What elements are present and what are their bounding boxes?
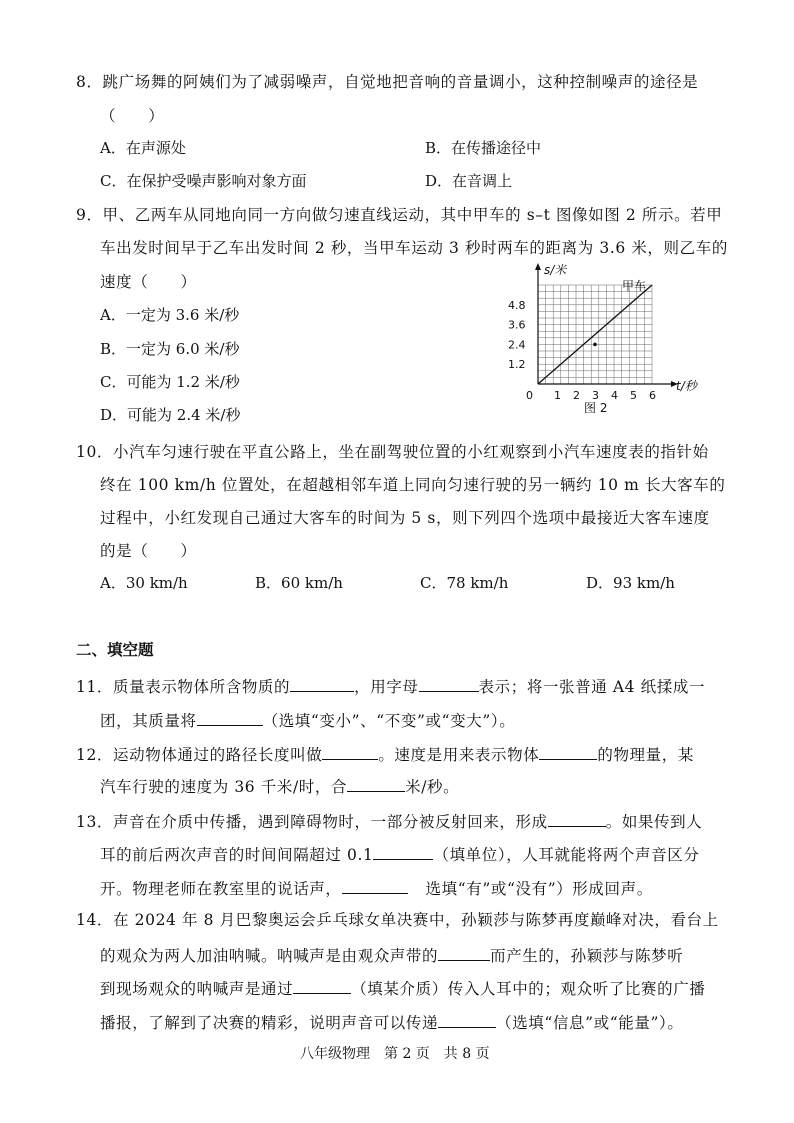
q14-text-e: 播报，了解到了决赛的精彩，说明声音可以传递 bbox=[100, 1014, 439, 1032]
q9-option-d: D．可能为 2.4 米/秒 bbox=[100, 406, 241, 424]
q10-stem-line2: 终在 100 km/h 位置处，在超越相邻车道上同向匀速行驶的另一辆约 10 m 长大客车的 bbox=[100, 476, 726, 494]
q11-text-c: 表示；将一张普通 A4 纸揉成一 bbox=[478, 678, 706, 696]
x-axis-label: t/秒 bbox=[676, 379, 697, 393]
q8-option-d: D．在音调上 bbox=[425, 172, 513, 190]
x-tick-label: 3 bbox=[592, 389, 599, 402]
q14-text-b: 而产生的，孙颖莎与陈梦听 bbox=[490, 947, 684, 965]
y-axis-label: s/米 bbox=[544, 263, 567, 277]
q9-stem-line1: 9．甲、乙两车从同地向同一方向做匀速直线运动，其中甲车的 s–t 图像如图 2 所示。若甲 bbox=[76, 206, 723, 224]
data-point-marker bbox=[593, 343, 597, 347]
q8-answer-bracket: （ ） bbox=[100, 107, 165, 125]
x-tick-label: 2 bbox=[573, 389, 580, 402]
q14-blank-1[interactable] bbox=[438, 946, 490, 961]
q12-text-c: 的物理量，某 bbox=[597, 746, 694, 764]
q14-text-a: 的观众为两人加油呐喊。呐喊声是由观众声带的 bbox=[100, 947, 439, 965]
q8-option-c: C．在保护受噪声影响对象方面 bbox=[100, 172, 307, 190]
q9-option-b: B．一定为 6.0 米/秒 bbox=[100, 340, 240, 358]
q9-option-c: C．可能为 1.2 米/秒 bbox=[100, 373, 240, 391]
q11-text-b: ，用字母 bbox=[354, 678, 419, 696]
q8-stem-line1: 8．跳广场舞的阿姨们为了减弱噪声，自觉地把音响的音量调小，这种控制噪声的途径是 bbox=[76, 73, 699, 91]
x-tick-label: 4 bbox=[611, 389, 618, 402]
q12-text-a: 12．运动物体通过的路径长度叫做 bbox=[76, 746, 323, 764]
q12-blank-2[interactable] bbox=[539, 745, 597, 760]
q13-line3 bbox=[100, 879, 653, 898]
q9-stem-line3: 速度（ ） bbox=[100, 273, 197, 291]
q13-blank-2[interactable] bbox=[373, 845, 433, 860]
y-tick-label: 1.2 bbox=[508, 358, 526, 372]
q13-text-e: 开。物理老师在教室里的说话声， bbox=[100, 880, 342, 898]
q14-line4 bbox=[100, 1013, 683, 1032]
q12-blank-3[interactable] bbox=[347, 777, 405, 792]
q10-stem-line4: 的是（ ） bbox=[100, 542, 197, 560]
q13-blank-3[interactable] bbox=[342, 879, 408, 894]
q11-blank-3[interactable] bbox=[197, 711, 263, 726]
q11-line1 bbox=[76, 677, 705, 696]
q10-option-b: B．60 km/h bbox=[255, 574, 343, 592]
q10-stem-line1: 10．小汽车匀速行驶在平直公路上，坐在副驾驶位置的小红观察到小汽车速度表的指针始 bbox=[76, 443, 709, 461]
s-t-chart bbox=[500, 258, 700, 428]
x-tick-label: 6 bbox=[649, 389, 656, 402]
figure-caption: 图 2 bbox=[584, 401, 608, 415]
page-footer: 八年级物理 第 2 页 共 8 页 bbox=[300, 1046, 490, 1062]
q12-line1 bbox=[76, 745, 694, 764]
q13-blank-1[interactable] bbox=[548, 812, 606, 827]
q14-line3 bbox=[100, 979, 705, 998]
q11-blank-1[interactable] bbox=[290, 677, 354, 692]
section-title-fill-blank: 二、填空题 bbox=[76, 641, 154, 659]
series-line-jiache bbox=[538, 285, 652, 384]
series-label-jiache: 甲车 bbox=[622, 279, 647, 293]
q14-text-c: 到现场观众的呐喊声是通过 bbox=[100, 980, 294, 998]
q9-stem-line2: 车出发时间早于乙车出发时间 2 秒，当甲车运动 3 秒时两车的距离为 3.6 米，则乙车的 bbox=[100, 239, 728, 257]
q10-option-c: C．78 km/h bbox=[420, 574, 509, 592]
q12-line2 bbox=[100, 777, 459, 796]
q11-text-d: 团，其质量将 bbox=[100, 712, 197, 730]
q10-stem-line3: 过程中，小红发现自己通过大客车的时间为 5 s，则下列四个选项中最接近大客车速度 bbox=[100, 509, 710, 527]
q13-text-c: 耳的前后两次声音的时间间隔超过 0.1 bbox=[100, 846, 374, 864]
q9-option-a: A．一定为 3.6 米/秒 bbox=[100, 306, 240, 324]
q13-line2 bbox=[100, 845, 699, 864]
q12-text-d: 汽车行驶的速度为 36 千米/时，合 bbox=[100, 778, 348, 796]
q11-text-e: （选填“变小”、“不变”或“变大”）。 bbox=[262, 712, 516, 730]
q14-blank-2[interactable] bbox=[293, 979, 351, 994]
q13-text-b: 。如果传到人 bbox=[605, 813, 703, 831]
x-tick-label: 5 bbox=[630, 389, 637, 402]
q11-text-a: 11．质量表示物体所含物质的 bbox=[76, 678, 291, 696]
q14-text-f: （选填“信息”或“能量”）。 bbox=[496, 1014, 684, 1032]
y-tick-label: 3.6 bbox=[508, 318, 526, 332]
q10-option-d: D．93 km/h bbox=[586, 574, 675, 592]
q14-text-d: （填某介质）传入人耳中的；观众听了比赛的广播 bbox=[351, 980, 706, 998]
q14-line2 bbox=[100, 946, 683, 965]
q11-line2 bbox=[100, 711, 515, 730]
q12-blank-1[interactable] bbox=[322, 745, 378, 760]
q14-line1: 14．在 2024 年 8 月巴黎奥运会乒乓球女单决赛中，孙颖莎与陈梦再度巅峰对决，看台上 bbox=[76, 911, 719, 929]
q8-option-a: A．在声源处 bbox=[100, 139, 186, 157]
q13-text-f: 选填“有”或“没有”）形成回声。 bbox=[425, 880, 653, 898]
q10-option-a: A．30 km/h bbox=[100, 574, 188, 592]
q14-blank-3[interactable] bbox=[438, 1013, 496, 1028]
q13-text-a: 13．声音在介质中传播，遇到障碍物时，一部分被反射回来，形成 bbox=[76, 813, 548, 831]
q12-text-b: 。速度是用来表示物体 bbox=[378, 746, 540, 764]
q12-text-e: 米/秒。 bbox=[405, 778, 460, 796]
x-tick-label: 0 bbox=[526, 389, 533, 402]
y-tick-label: 4.8 bbox=[508, 298, 526, 312]
q13-line1 bbox=[76, 812, 702, 831]
q13-text-d: （填单位），人耳就能将两个声音区分 bbox=[433, 846, 700, 864]
q11-blank-2[interactable] bbox=[419, 677, 479, 692]
y-axis-arrow-icon bbox=[535, 263, 541, 270]
x-tick-label: 1 bbox=[554, 389, 561, 402]
y-tick-label: 2.4 bbox=[508, 338, 526, 352]
q8-option-b: B．在传播途径中 bbox=[425, 139, 542, 157]
